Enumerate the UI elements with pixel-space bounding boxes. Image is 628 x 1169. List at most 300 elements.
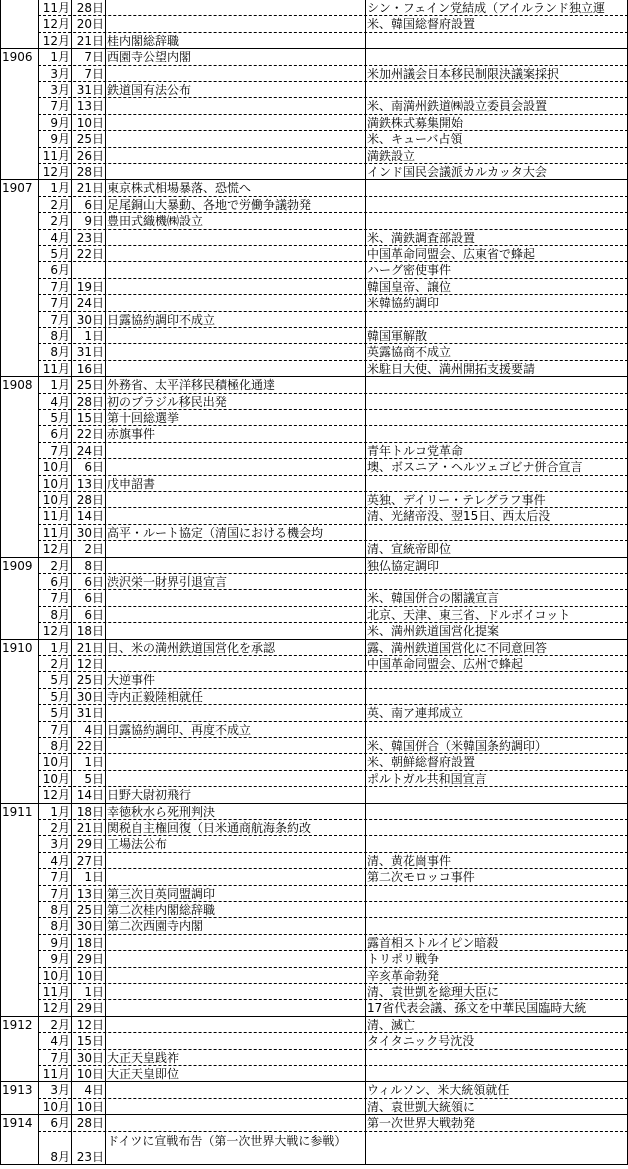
month-cell: 5月	[50, 673, 70, 688]
year-cell	[0, 918, 38, 934]
year-cell	[0, 295, 38, 311]
world-event-cell	[365, 394, 628, 410]
year-cell	[0, 328, 38, 344]
world-event-cell	[365, 918, 628, 934]
day-cell: 18日	[76, 624, 104, 639]
year-cell	[0, 820, 38, 836]
month-cell: 11月	[42, 985, 70, 999]
japan-event-cell	[105, 984, 365, 1000]
year-cell	[0, 312, 38, 328]
month-cell: 11月	[42, 509, 70, 524]
year-cell	[0, 230, 38, 246]
month-cell: 1月	[50, 640, 70, 655]
day-cell: 12日	[76, 657, 104, 671]
day-cell: 4日	[84, 1083, 104, 1098]
day-cell: 28日	[76, 1, 104, 15]
day-cell: 7日	[84, 50, 104, 65]
year-cell	[0, 869, 38, 885]
day-cell: 6日	[84, 197, 104, 212]
month-cell: 2月	[50, 1017, 70, 1032]
world-event-cell: 独仏協定調印	[367, 558, 440, 573]
day-cell: 29日	[76, 1001, 104, 1016]
day-cell: 6日	[84, 460, 104, 475]
year-cell	[0, 361, 38, 377]
year-cell	[0, 853, 38, 869]
month-cell: 2月	[50, 821, 70, 835]
japan-event-cell	[105, 98, 365, 114]
month-cell: 10月	[42, 968, 70, 983]
world-event-cell	[365, 476, 628, 492]
world-event-cell: 韓国軍解散	[367, 329, 428, 343]
world-event-cell: 露、満州鉄道国営化に不同意回答	[367, 640, 548, 655]
day-cell: 14日	[76, 788, 104, 803]
year-cell	[0, 525, 38, 541]
month-cell: 5月	[50, 706, 70, 721]
month-cell: 5月	[50, 689, 70, 704]
month-cell: 9月	[50, 115, 70, 130]
day-cell: 12日	[76, 1017, 104, 1032]
year-cell	[0, 410, 38, 426]
day-cell: 27日	[76, 853, 104, 868]
month-cell: 7月	[50, 870, 70, 885]
day-cell: 30日	[76, 525, 104, 540]
day-cell: 25日	[76, 132, 104, 147]
month-cell: 8月	[50, 919, 70, 934]
column-divider	[365, 0, 366, 1165]
year-cell	[0, 705, 38, 721]
japan-event-cell	[105, 459, 365, 475]
japan-event-cell	[105, 131, 365, 147]
japan-event-cell: 大正天皇即位	[107, 1067, 180, 1081]
world-event-cell	[365, 672, 628, 688]
month-cell: 7月	[50, 886, 70, 901]
japan-event-cell	[105, 705, 365, 721]
day-cell: 1日	[84, 755, 104, 770]
japan-event-cell	[105, 0, 365, 16]
world-event-cell: インド国民会議派カルカッタ大会	[367, 165, 547, 179]
month-cell: 12月	[42, 788, 70, 803]
year-cell	[0, 722, 38, 738]
month-cell: 4月	[50, 1034, 70, 1049]
day-cell: 10日	[76, 1099, 104, 1114]
month-cell: 10月	[42, 1099, 70, 1114]
world-event-cell: 米駐日大使、満州開拓支援要請	[367, 361, 536, 376]
month-cell: 7月	[50, 99, 70, 114]
japan-event-cell	[105, 754, 365, 770]
world-event-cell	[365, 49, 628, 65]
japan-event-cell: 日露協約調印不成立	[107, 312, 216, 327]
day-cell: 13日	[76, 886, 104, 901]
world-event-cell: 米加州議会日本移民制限決議案採択	[367, 66, 560, 81]
year-cell	[0, 1132, 38, 1165]
month-cell: 7月	[50, 296, 70, 311]
month-cell: 8月	[50, 903, 70, 917]
month-cell: 11月	[42, 361, 70, 376]
japan-event-cell	[105, 262, 365, 278]
year-cell	[0, 607, 38, 623]
year-cell	[0, 590, 38, 606]
year-cell	[0, 148, 38, 164]
year-cell	[0, 508, 38, 524]
year-cell	[0, 951, 38, 967]
month-cell: 11月	[42, 148, 70, 163]
month-cell: 7月	[50, 722, 70, 737]
day-cell: 22日	[76, 427, 104, 442]
year-cell: 1912	[2, 1017, 33, 1032]
month-cell: 11月	[42, 1, 70, 15]
year-cell: 1907	[2, 181, 33, 196]
month-cell: 3月	[50, 83, 70, 97]
year-cell	[0, 476, 38, 492]
column-divider	[71, 0, 72, 1165]
month-cell: 8月	[50, 607, 70, 622]
day-cell: 31日	[76, 83, 104, 97]
year-cell	[0, 902, 38, 918]
japan-event-cell	[105, 1082, 365, 1098]
world-event-cell: 米、南満州鉄道㈱設立委員会設置	[367, 99, 548, 114]
japan-event-cell	[105, 1000, 365, 1016]
japan-event-cell: 桂内閣総辞職	[107, 33, 180, 48]
day-cell: 20日	[76, 17, 104, 32]
japan-event-cell: ドイツに宣戦布告（第一次世界大戦に参戦）	[107, 1133, 347, 1148]
world-event-cell	[365, 525, 628, 541]
year-cell	[0, 426, 38, 442]
world-event-cell	[365, 836, 628, 852]
month-cell: 4月	[50, 853, 70, 868]
world-event-cell: 米、韓国総督府設置	[367, 17, 476, 32]
day-cell: 26日	[76, 148, 104, 163]
world-event-cell	[365, 410, 628, 426]
day-cell: 18日	[76, 935, 104, 950]
year-cell	[0, 66, 38, 82]
world-event-cell: 第二次モロッコ事件	[367, 870, 475, 885]
day-cell: 24日	[76, 443, 104, 458]
world-event-cell	[365, 722, 628, 738]
year-cell	[0, 623, 38, 639]
month-cell: 2月	[50, 214, 70, 229]
day-cell: 13日	[76, 99, 104, 114]
month-cell: 8月	[50, 1149, 70, 1164]
month-cell: 10月	[42, 755, 70, 770]
day-cell: 24日	[76, 296, 104, 311]
year-cell	[0, 1066, 38, 1082]
day-cell: 9日	[84, 214, 104, 229]
world-event-cell: 韓国皇帝、譲位	[367, 279, 452, 294]
day-cell: 28日	[76, 1116, 104, 1131]
world-event-cell: 英露協商不成立	[367, 345, 452, 360]
year-cell	[0, 246, 38, 262]
day-cell: 22日	[76, 739, 104, 753]
day-cell: 6日	[84, 591, 104, 606]
day-cell: 30日	[76, 919, 104, 934]
month-cell: 12月	[42, 542, 70, 557]
japan-event-cell: 戊申詔書	[107, 476, 156, 491]
world-event-cell: 米、韓国併合の閣議宣言	[367, 591, 500, 606]
world-event-cell: 墺、ボスニア・ヘルツェゴビナ併合宣言	[367, 460, 583, 475]
month-cell: 6月	[50, 427, 70, 442]
year-cell	[0, 672, 38, 688]
month-cell: 3月	[50, 837, 70, 852]
japan-event-cell: 高平・ルート協定（清国における機会均	[107, 525, 324, 540]
world-event-cell: 北京、天津、東三省、ドルボイコット	[367, 607, 571, 622]
month-cell: 4月	[50, 394, 70, 409]
month-cell: 1月	[50, 378, 70, 393]
month-cell: 9月	[50, 132, 70, 147]
day-cell: 15日	[76, 1034, 104, 1049]
month-cell: 7月	[50, 312, 70, 327]
japan-event-cell	[105, 968, 365, 984]
year-cell: 1908	[2, 378, 33, 393]
japan-event-cell	[105, 623, 365, 639]
japan-event-cell	[105, 246, 365, 262]
japan-event-cell: 豊田式織機㈱設立	[107, 214, 204, 229]
day-cell: 21日	[76, 33, 104, 48]
world-event-cell: 米、満州鉄道国営化提案	[367, 624, 500, 639]
world-event-cell	[365, 82, 628, 98]
month-cell: 8月	[50, 345, 70, 360]
year-cell	[0, 459, 38, 475]
world-event-cell: 清、宣統帝即位	[367, 542, 452, 557]
japan-event-cell: 鉄道国有法公布	[107, 83, 192, 97]
world-event-cell: 清、袁世凱大統領に	[367, 1099, 476, 1114]
year-cell	[0, 787, 38, 803]
day-cell: 19日	[76, 279, 104, 294]
japan-event-cell: 幸徳秋水ら死刑判決	[107, 804, 216, 819]
japan-event-cell: 第二次西園寺内閣	[107, 919, 204, 934]
japan-event-cell: 日露協約調印、再度不成立	[107, 722, 252, 737]
day-cell: 10日	[76, 1067, 104, 1081]
month-cell: 9月	[50, 935, 70, 950]
month-cell: 12月	[42, 165, 70, 179]
month-cell: 12月	[42, 624, 70, 639]
world-event-cell	[365, 1050, 628, 1066]
world-event-cell	[365, 33, 628, 49]
column-divider	[0, 0, 1, 1165]
japan-event-cell	[105, 738, 365, 754]
year-cell	[0, 443, 38, 459]
year-cell	[0, 738, 38, 754]
day-cell: 10日	[76, 968, 104, 983]
year-cell	[0, 1033, 38, 1049]
world-event-cell: 中国革命同盟会、広東省で蜂起	[367, 247, 536, 261]
japan-event-cell: 渋沢栄一財界引退宣言	[107, 575, 228, 589]
column-divider	[105, 0, 106, 1165]
day-cell: 23日	[76, 1149, 104, 1164]
world-event-cell: ハーグ密使事件	[367, 263, 452, 278]
world-event-cell: 清、滅亡	[367, 1017, 416, 1032]
world-event-cell: 米、満鉄調査部設置	[367, 230, 476, 245]
year-cell	[0, 492, 38, 508]
year-cell	[0, 16, 38, 32]
year-cell	[0, 213, 38, 229]
world-event-cell	[365, 1132, 628, 1165]
day-cell: 1日	[84, 870, 104, 885]
world-event-cell: 中国革命同盟会、広州で蜂起	[367, 657, 524, 671]
world-event-cell: シン・フェイン党結成（アイルランド独立運	[367, 1, 606, 15]
year-cell	[0, 574, 38, 590]
month-cell: 11月	[42, 1067, 70, 1081]
world-event-cell: 英独、デイリー・テレグラフ事件	[367, 493, 546, 507]
world-event-cell	[365, 426, 628, 442]
japan-event-cell	[105, 115, 365, 131]
japan-event-cell: 寺内正毅陸相就任	[107, 689, 204, 704]
year-cell	[0, 689, 38, 705]
japan-event-cell: 第十回総選挙	[107, 411, 180, 425]
month-cell: 12月	[42, 1001, 70, 1016]
month-cell: 7月	[50, 279, 70, 294]
world-event-cell: 清、光緒帝没、翌15日、西太后没	[367, 509, 551, 524]
japan-event-cell: 大逆事件	[107, 673, 156, 688]
world-event-cell: ポルトガル共和国宣言	[367, 771, 487, 786]
year-cell: 1909	[2, 558, 33, 573]
japan-event-cell: 関税自主権回復（日米通商航海条約改	[107, 821, 312, 835]
year-cell	[0, 131, 38, 147]
day-cell: 1日	[84, 985, 104, 999]
year-cell	[0, 984, 38, 1000]
column-divider	[38, 0, 39, 1165]
month-cell: 6月	[50, 575, 70, 589]
japan-event-cell	[105, 1017, 365, 1033]
month-cell: 7月	[50, 443, 70, 458]
japan-event-cell	[105, 344, 365, 360]
day-cell: 18日	[76, 804, 104, 819]
world-event-cell	[365, 574, 628, 590]
year-cell	[0, 197, 38, 213]
month-cell: 5月	[50, 247, 70, 261]
world-event-cell	[365, 886, 628, 902]
world-event-cell: 青年トルコ党革命	[367, 443, 464, 458]
japan-event-cell	[105, 1099, 365, 1115]
month-cell: 12月	[42, 33, 70, 48]
japan-event-cell	[105, 328, 365, 344]
day-cell: 22日	[76, 247, 104, 261]
month-cell: 1月	[50, 804, 70, 819]
japan-event-cell	[105, 853, 365, 869]
japan-event-cell: 外務省、太平洋移民積極化通達	[107, 378, 276, 393]
world-event-cell: 辛亥革命勃発	[367, 968, 440, 983]
japan-event-cell	[105, 590, 365, 606]
month-cell: 7月	[50, 591, 70, 606]
day-cell: 25日	[76, 903, 104, 917]
japan-event-cell	[105, 492, 365, 508]
year-cell	[0, 1050, 38, 1066]
day-cell: 21日	[76, 640, 104, 655]
month-cell: 4月	[50, 230, 70, 245]
day-cell: 31日	[76, 345, 104, 360]
japan-event-cell	[105, 558, 365, 574]
day-cell: 7日	[84, 66, 104, 81]
world-event-cell: 米韓協約調印	[367, 296, 440, 311]
world-event-cell	[365, 312, 628, 328]
day-cell: 21日	[76, 181, 104, 196]
day-cell: 14日	[76, 509, 104, 524]
year-cell	[0, 115, 38, 131]
world-event-cell: 英、南ア連邦成立	[367, 706, 464, 721]
japan-event-cell	[105, 541, 365, 557]
world-event-cell: 満鉄株式募集開始	[367, 115, 464, 130]
japan-event-cell: 大正天皇践祚	[107, 1050, 180, 1065]
japan-event-cell: 工場法公布	[107, 837, 168, 852]
world-event-cell	[365, 180, 628, 196]
day-cell: 6日	[84, 607, 104, 622]
day-cell: 6日	[84, 575, 104, 589]
year-cell	[0, 541, 38, 557]
world-event-cell	[365, 804, 628, 820]
day-cell	[71, 262, 105, 278]
year-cell	[0, 344, 38, 360]
month-cell: 10月	[42, 476, 70, 491]
day-cell: 30日	[76, 312, 104, 327]
month-cell: 8月	[50, 739, 70, 753]
world-event-cell: タイタニック号沈没	[367, 1034, 475, 1049]
year-cell	[0, 82, 38, 98]
year-cell	[0, 656, 38, 672]
year-cell	[0, 935, 38, 951]
japan-event-cell: 足尾銅山大暴動、各地で労働争議勃発	[107, 197, 312, 212]
world-event-cell: トリポリ戦争	[367, 952, 440, 967]
day-cell: 25日	[76, 673, 104, 688]
month-cell: 6月	[50, 1116, 70, 1131]
year-cell	[0, 1099, 38, 1115]
year-cell	[0, 1000, 38, 1016]
world-event-cell: 米、韓国併合（米韓国条約調印）	[367, 739, 548, 753]
day-cell: 30日	[76, 689, 104, 704]
month-cell: 2月	[50, 197, 70, 212]
world-event-cell: ウィルソン、米大統領就任	[367, 1083, 510, 1098]
day-cell: 15日	[76, 411, 104, 425]
world-event-cell	[365, 197, 628, 213]
month-cell: 5月	[50, 411, 70, 425]
japan-event-cell	[105, 66, 365, 82]
month-cell: 9月	[50, 952, 70, 967]
day-cell: 4日	[84, 722, 104, 737]
world-event-cell	[365, 1066, 628, 1082]
year-cell	[0, 771, 38, 787]
japan-event-cell	[105, 443, 365, 459]
day-cell: 25日	[76, 378, 104, 393]
month-cell: 10月	[42, 771, 70, 786]
japan-event-cell: 西園寺公望内閣	[107, 50, 192, 65]
japan-event-cell	[105, 508, 365, 524]
world-event-cell: 清、黄花崗事件	[367, 853, 452, 868]
japan-event-cell: 第二次桂内閣総辞職	[107, 903, 216, 917]
month-cell: 1月	[50, 50, 70, 65]
year-cell	[0, 262, 38, 278]
year-cell: 1906	[2, 50, 33, 65]
japan-event-cell	[105, 164, 365, 180]
month-cell: 8月	[50, 329, 70, 343]
japan-event-cell	[105, 935, 365, 951]
japan-event-cell	[105, 1033, 365, 1049]
day-cell: 28日	[76, 394, 104, 409]
year-cell: 1911	[2, 804, 33, 819]
japan-event-cell: 赤旗事件	[107, 427, 156, 442]
japan-event-cell	[105, 361, 365, 377]
year-cell	[0, 164, 38, 180]
day-cell: 13日	[76, 476, 104, 491]
japan-event-cell	[105, 16, 365, 32]
month-cell: 3月	[50, 1083, 70, 1098]
year-cell	[0, 836, 38, 852]
day-cell: 23日	[76, 230, 104, 245]
day-cell: 8日	[84, 558, 104, 573]
day-cell: 30日	[76, 1050, 104, 1065]
month-cell: 2月	[50, 558, 70, 573]
world-event-cell	[365, 377, 628, 393]
japan-event-cell	[105, 148, 365, 164]
japan-event-cell	[105, 951, 365, 967]
row-divider	[0, 1164, 628, 1165]
